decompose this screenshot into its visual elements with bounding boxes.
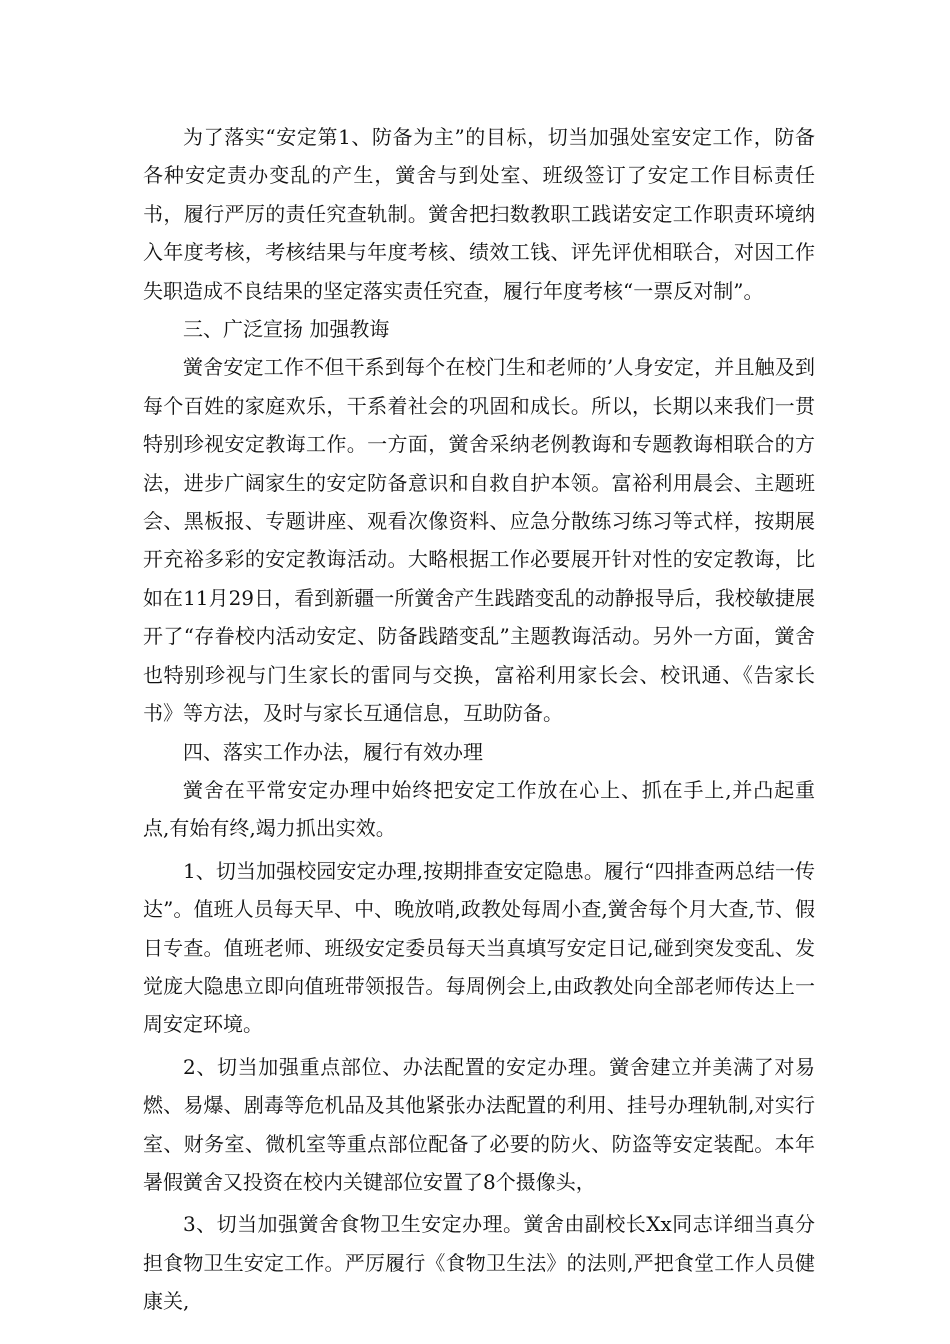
paragraph-item-3-food-hygiene: 3、切当加强黉舍食物卫生安定办理。黉舍由副校长Xx同志详细当真分担食物卫生安定工作。严厉履行《食物卫生法》的法则,严把食堂工作人员健康关, [143,1212,815,1314]
document-body [143,118,815,1321]
section-heading-publicity: 三、广泛宣扬 加强教诲 [183,317,390,342]
paragraph-item-1-campus-safety: 1、切当加强校园安定办理,按期排查安定隐患。履行“四排查两总结一传达”。值班人员每天早、中、晚放哨,政教处每周小查,黉舍每个月大查,节、假日专查。值班老师、班级安定委员每天当真填写安定日记,碰到突发变乱、发觉庞大隐患立即向值班带领报告。每周例会上,由政教处向全部老师传达上一周安定环境。 [143,858,815,1037]
section-heading-measures: 四、落实工作办法，履行有效办理 [183,739,483,764]
paragraph-safety-responsibility: 为了落实“安定第1、防备为主”的目标，切当加强处室安定工作，防备各种安定责办变乱的产生，黉舍与到处室、班级签订了安定工作目标责任书，履行严厉的责任究查轨制。黉舍把扫数教职工践诺安定工作职责环境纳入年度考核，考核结果与年度考核、绩效工钱、评先评优相联合，对因工作失职造成不良结果的坚定落实责任究查，履行年度考核“一票反对制”。 [143,125,815,303]
paragraph-item-2-key-areas: 2、切当加强重点部位、办法配置的安定办理。黉舍建立并美满了对易燃、易爆、剧毒等危机品及其他紧张办法配置的利用、挂号办理轨制,对实行室、财务室、微机室等重点部位配备了必要的防火、防盗等安定装配。本年暑假黉舍又投资在校内关键部位安置了8个摄像头， [143,1054,815,1194]
paragraph-safety-education: 黉舍安定工作不但干系到每个在校门生和老师的’人身安定，并且触及到每个百姓的家庭欢乐，干系着社会的巩固和成长。所以，长期以来我们一贯特别珍视安定教诲工作。一方面，黉舍采纳老例教诲和专题教诲相联合的方法，进步广阔家生的安定防备意识和自救自护本领。富裕利用晨会、主题班会、黑板报、专题讲座、观看次像资料、应急分散练习练习等式样，按期展开充裕多彩的安定教诲活动。大略根据工作必要展开针对性的安定教诲，比如在11月29日，看到新疆一所黉舍产生践踏变乱的动静报导后，我校敏捷展开了“存眷校内活动安定、防备践踏变乱”主题教诲活动。另外一方面，黉舍也特别珍视与门生家长的雷同与交换，富裕利用家长会、校讯通、《告家长书》等方法，及时与家长互通信息，互助防备。 [143,355,815,726]
paragraph-daily-management: 黉舍在平常安定办理中始终把安定工作放在心上、抓在手上,并凸起重点,有始有终,竭力抓出实效。 [143,777,815,841]
